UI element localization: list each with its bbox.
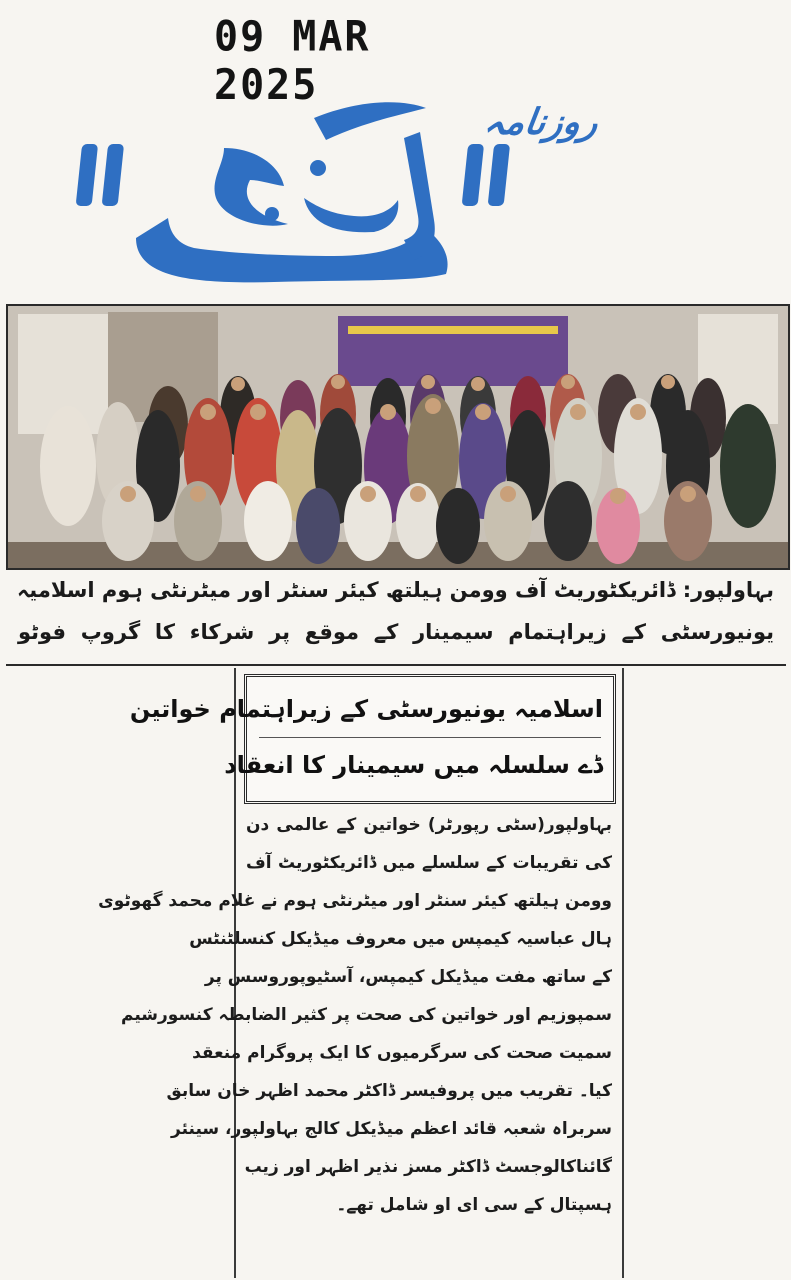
logo-dot-1 xyxy=(265,207,279,221)
body-line: ہسپتال کے سی ای او شامل تھے۔ xyxy=(336,1195,612,1215)
article-headline xyxy=(129,674,616,804)
logo-stroke-kaf xyxy=(404,132,435,260)
headline-line: اسلامیہ یونیورسٹی کے زیراہتمام خواتین xyxy=(129,695,603,723)
caption-line: بہاولپور: ڈائریکٹوریٹ آف وومن ہیلتھ کیئر سنٹر اور میٹرنٹی ہوم اسلامیہ xyxy=(16,578,774,602)
body-line: گائناکالوجسٹ ڈاکٹر مسز نذیر اظہر اور زیب xyxy=(244,1157,612,1177)
logo-quote-right-2 xyxy=(488,144,511,206)
body-line: کیا۔ تقریب میں پروفیسر ڈاکٹر محمد اظہر خان سابق xyxy=(166,1081,612,1101)
group-photo xyxy=(6,304,790,570)
body-line: کی تقریبات کے سلسلے میں ڈائریکٹوریٹ آف xyxy=(246,853,612,873)
logo-quote-right-1 xyxy=(462,144,485,206)
body-line: بہاولپور(سٹی رپورٹر) خواتین کے عالمی دن xyxy=(246,815,612,835)
headline-line: ڈے سلسلہ میں سیمینار کا انعقاد xyxy=(224,751,603,779)
body-line: سمپوزیم اور خواتین کی صحت پر کثیر الضابطہ کنسورشیم xyxy=(121,1005,612,1025)
photo-banner-strip xyxy=(348,326,558,334)
group-photo-illustration xyxy=(8,306,788,568)
headline-divider xyxy=(259,737,601,738)
caption-line: یونیورسٹی کے زیراہتمام سیمینار کے موقع پر شرکاء کا گروپ فوٹو xyxy=(18,620,774,644)
logo-stroke-noon xyxy=(304,198,398,232)
article xyxy=(98,668,624,1278)
logo-stroke-body xyxy=(136,218,448,282)
newspaper-logo xyxy=(74,88,544,298)
article-body xyxy=(98,806,612,1224)
body-line: کے ساتھ مفت میڈیکل کیمپس، آسٹیوپوروسس پر xyxy=(204,967,612,987)
date-stamp: 09 MAR 2025 xyxy=(214,12,371,110)
logo-stroke-kaf-top xyxy=(314,102,426,140)
body-line: سمیت صحت کی سرگرمیوں کا ایک پروگرام منعقد xyxy=(192,1043,612,1063)
body-line: وومن ہیلتھ کیئر سنٹر اور میٹرنٹی ہوم نے غلام محمد گھوٹوی xyxy=(98,891,612,911)
masthead-kicker: روزنامہ xyxy=(481,102,601,143)
logo-quote-left-1 xyxy=(76,144,99,206)
body-line: ہال عباسیہ کیمپس میں معروف میڈیکل کنسلٹنٹس xyxy=(189,929,612,949)
body-line: سربراہ شعبہ قائد اعظم میڈیکل کالج بہاولپور، سینئر xyxy=(171,1119,612,1139)
logo-quote-left-2 xyxy=(102,144,125,206)
photo-caption xyxy=(6,568,786,666)
logo-dot-2 xyxy=(310,160,326,176)
